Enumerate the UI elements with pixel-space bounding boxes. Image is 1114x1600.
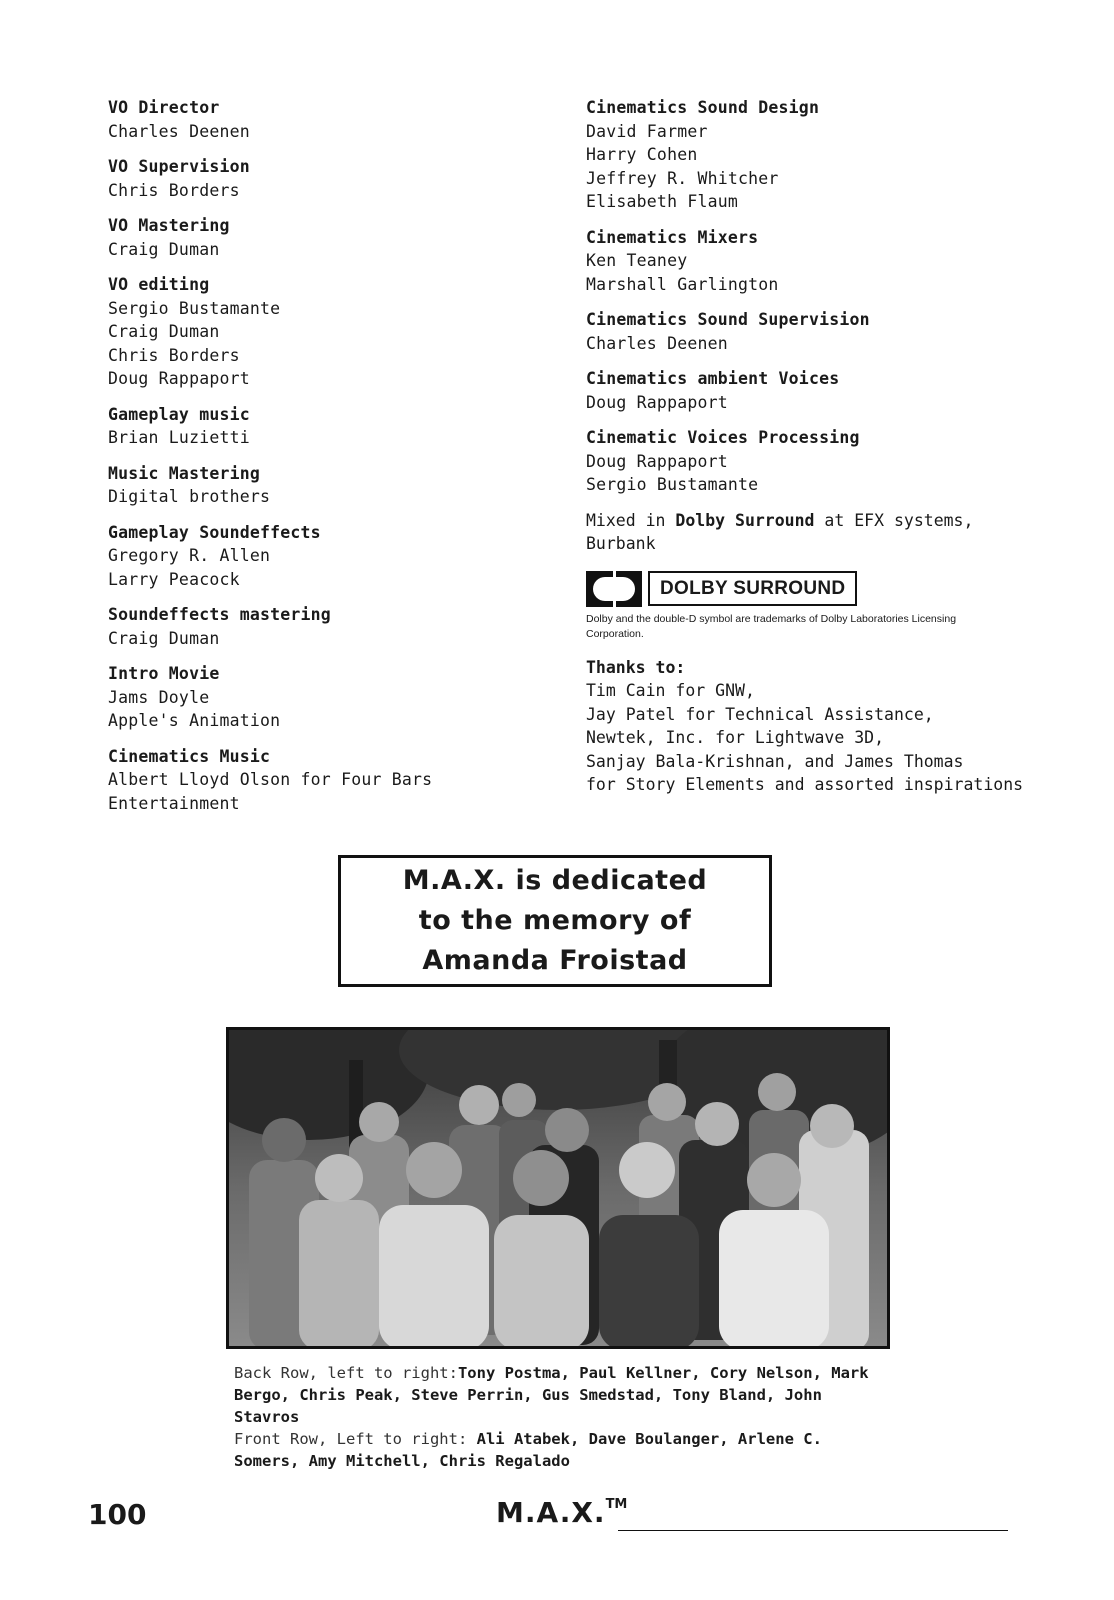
credit-name: Doug Rappaport	[586, 392, 728, 412]
credit-name: Marshall Garlington	[586, 274, 779, 294]
dolby-double-d-icon	[586, 571, 642, 607]
credit-name: Ken Teaney	[586, 251, 688, 270]
dolby-logo-text: DOLBY SURROUND	[648, 571, 857, 606]
credit-name: Chris Borders	[108, 180, 240, 200]
credit-name: Jams Doyle	[108, 687, 210, 707]
page-number: 100	[88, 1498, 147, 1531]
credits-right-column	[586, 96, 1086, 797]
dedication-line: Amanda Froistad	[422, 945, 688, 976]
caption-front-label: Front Row, Left to right:	[234, 1430, 477, 1448]
credit-name: Charles Deenen	[586, 333, 728, 353]
caption-back-label: Back Row, left to right:	[234, 1364, 458, 1382]
dolby-trademark-note: Dolby and the double-D symbol are trademarks of Dolby Laboratories Licensing Corporation.	[586, 612, 957, 640]
dolby-logo-block	[586, 570, 1086, 642]
credit-block	[108, 662, 548, 733]
credit-block	[108, 403, 548, 450]
right-credits-list	[586, 96, 1086, 497]
footer-title-text: M.A.X.	[496, 1496, 606, 1529]
credit-name: Brian Luzietti	[108, 428, 250, 447]
caption-front-names: Ali Atabek, Dave Boulanger, Arlene C. Somers, Amy Mitchell, Chris Regalado	[234, 1430, 822, 1470]
mixed-suffix: at EFX systems,	[814, 510, 974, 530]
credit-name: Apple's Animation	[108, 711, 281, 730]
credit-block	[108, 214, 548, 261]
mixed-bold: Dolby Surround	[675, 510, 815, 530]
credit-name: Charles Deenen	[108, 121, 250, 141]
caption-back-names: Tony Postma, Paul Kellner, Cory Nelson, Mark Bergo, Chris Peak, Steve Perrin, Gus Smedstad, Tony Bland, John Stavros	[234, 1364, 869, 1426]
credit-block	[108, 521, 548, 592]
credit-role: Cinematics Mixers	[586, 227, 759, 247]
thanks-line: for Story Elements and assorted inspirations	[586, 775, 1024, 794]
photo-caption	[234, 1362, 894, 1472]
credit-name: Chris Borders	[108, 345, 240, 365]
credit-block	[108, 273, 548, 391]
credit-block	[108, 155, 548, 202]
credit-block	[586, 367, 1086, 414]
team-photo	[226, 1027, 890, 1349]
thanks-line: Sanjay Bala-Krishnan, and James Thomas	[586, 751, 964, 771]
thanks-block	[586, 656, 1086, 797]
credit-block	[586, 226, 1086, 297]
credit-role: Cinematic Voices Processing	[586, 428, 860, 447]
dedication-box	[338, 855, 772, 987]
credit-name: Digital brothers	[108, 487, 271, 506]
credit-role: Music Mastering	[108, 463, 261, 483]
thanks-line: Newtek, Inc. for Lightwave 3D,	[586, 728, 885, 747]
credit-name: Craig Duman	[108, 628, 220, 648]
credit-name: Elisabeth Flaum	[586, 192, 739, 211]
trademark-symbol: TM	[605, 1497, 628, 1512]
credit-name: Entertainment	[108, 793, 240, 813]
credit-name: Albert Lloyd Olson for Four Bars	[108, 770, 433, 789]
credit-name: Gregory R. Allen	[108, 546, 271, 565]
credit-name: Doug Rappaport	[108, 369, 250, 388]
thanks-line: Jay Patel for Technical Assistance,	[586, 704, 934, 724]
credit-name: Craig Duman	[108, 322, 220, 341]
dedication-line: M.A.X. is dedicated	[402, 865, 708, 896]
footer-rule	[618, 1530, 1008, 1531]
credit-block	[108, 462, 548, 509]
credits-left-column	[108, 96, 548, 827]
credit-role: Cinematics ambient Voices	[586, 369, 840, 388]
credit-block	[108, 745, 548, 816]
credit-block	[586, 308, 1086, 355]
credit-block	[586, 426, 1086, 497]
credit-role: Gameplay music	[108, 404, 250, 424]
thanks-lines	[586, 679, 1086, 797]
credit-role: Cinematics Sound Design	[586, 98, 820, 117]
credit-block	[108, 603, 548, 650]
credit-name: Larry Peacock	[108, 569, 240, 589]
credit-name: Craig Duman	[108, 239, 220, 259]
credit-name: Sergio Bustamante	[108, 298, 281, 318]
credit-name: Doug Rappaport	[586, 451, 728, 471]
team-photo-image	[229, 1030, 887, 1346]
credit-role: VO editing	[108, 275, 210, 294]
mixed-line2: Burbank	[586, 534, 656, 553]
footer-title	[496, 1496, 627, 1529]
thanks-title: Thanks to:	[586, 657, 686, 677]
credit-role: Soundeffects mastering	[108, 605, 331, 624]
credit-role: Intro Movie	[108, 664, 220, 683]
credit-role: Cinematics Music	[108, 746, 271, 766]
credit-role: Gameplay Soundeffects	[108, 522, 321, 542]
credit-name: David Farmer	[586, 121, 708, 141]
credit-block	[586, 96, 1086, 214]
credit-block	[108, 96, 548, 143]
mixed-in-note	[586, 509, 1086, 556]
mixed-prefix: Mixed in	[586, 510, 676, 530]
credit-role: VO Supervision	[108, 157, 250, 176]
credit-role: Cinematics Sound Supervision	[586, 310, 870, 329]
credit-name: Sergio Bustamante	[586, 475, 759, 494]
thanks-line: Tim Cain for GNW,	[586, 681, 755, 700]
credit-name: Harry Cohen	[586, 145, 698, 164]
dedication-line: to the memory of	[418, 905, 692, 936]
credit-role: VO Director	[108, 98, 220, 117]
credit-role: VO Mastering	[108, 216, 230, 235]
credit-name: Jeffrey R. Whitcher	[586, 168, 779, 188]
